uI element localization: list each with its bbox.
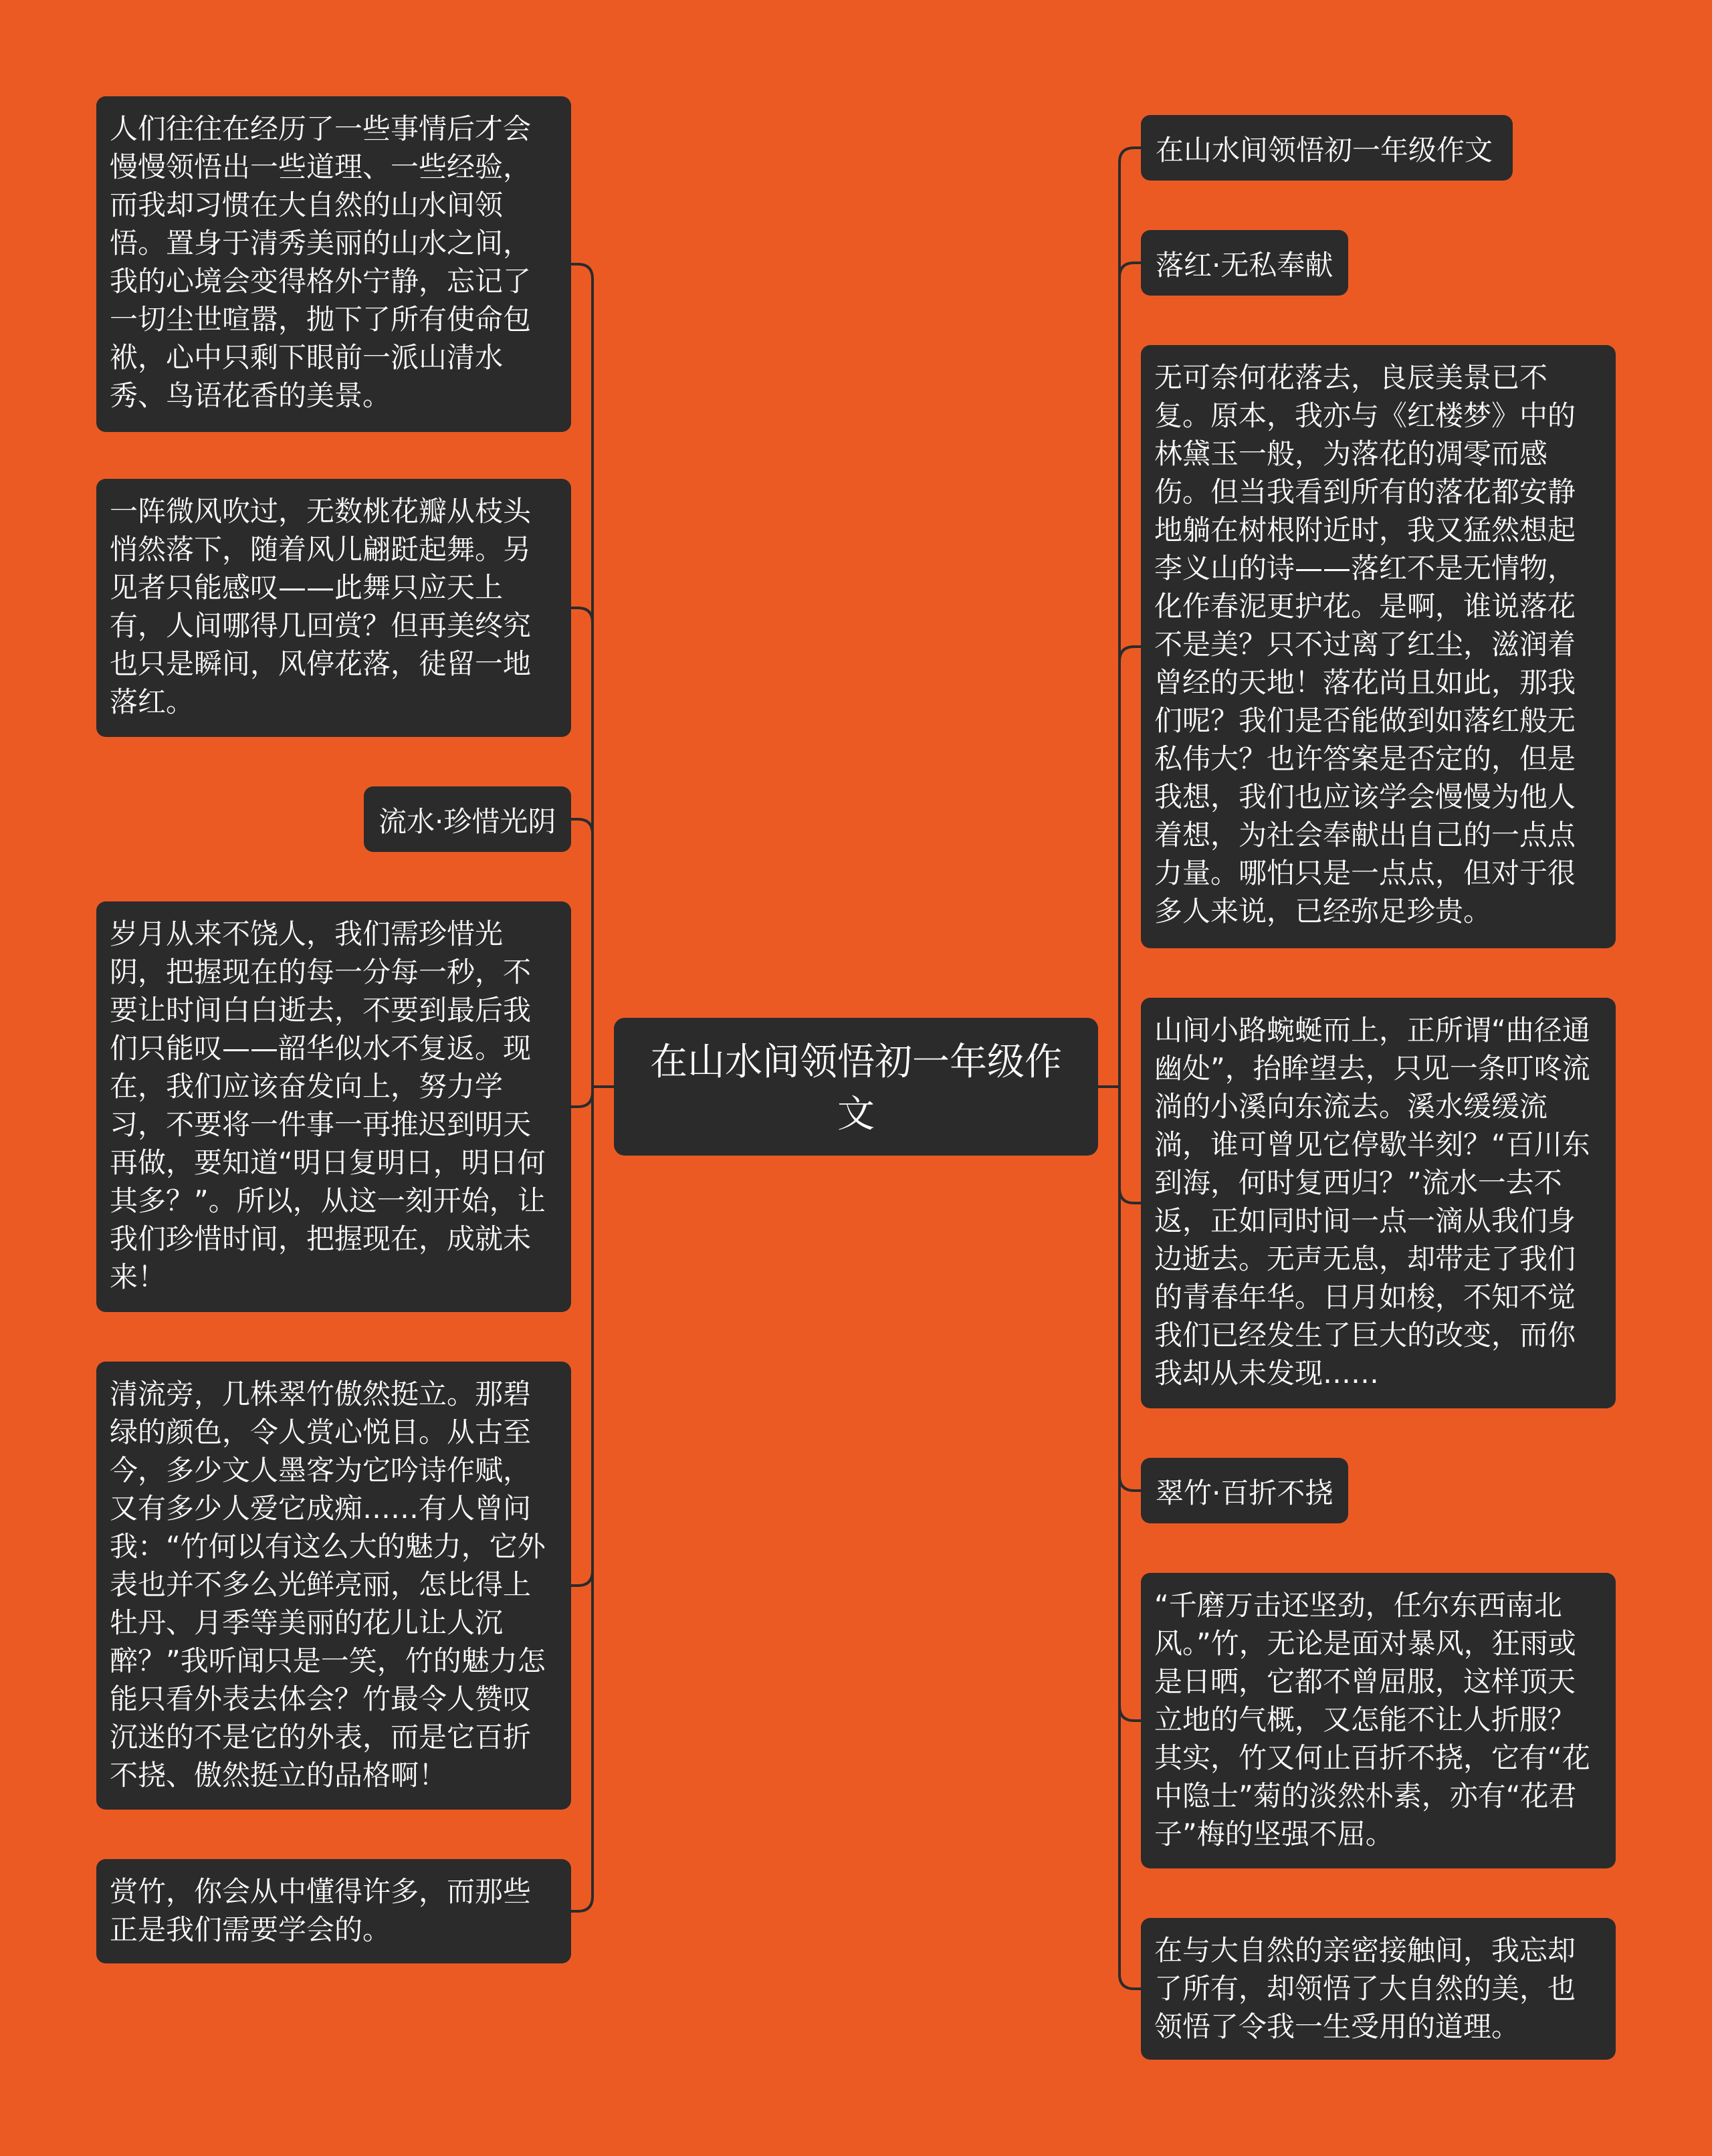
right-node-fallen-petals[interactable]: 无可奈何花落去，良辰美景已不复。原本，我亦与《红楼梦》中的林黛玉一般，为落花的凋零而感伤。但当我看到所有的落花都安静地躺在树根附近时，我又猛然想起李义山的诗——落红不是无情物，化作春泥更护花。是啊，谁说落花不是美？只不过离了红尘，滋润着曾经的天地！落花尚且如此，那我们呢？我们是否能做到如落红般无私伟大？也许答案是否定的，但是我想，我们也应该学会慢慢为他人着想，为社会奉献出自己的一点点力量。哪怕只是一点点，但对于很多人来说，已经弥足珍贵。 (1141, 345, 1616, 948)
left-branch-line (571, 1571, 593, 1586)
left-node-cherish-time[interactable]: 岁月从来不饶人，我们需珍惜光阴，把握现在的每一分每一秒，不要让时间白白逝去，不要到最后我们只能叹——韶华似水不复返。现在，我们应该奋发向上，努力学习，不要将一件事一再推迟到明天再做，要知道“明日复明日，明日何其多？”。所以，从这一刻开始，让我们珍惜时间，把握现在，成就未来！ (96, 901, 571, 1312)
right-branch-line (1119, 647, 1141, 661)
left-node-heading-flowing-water[interactable]: 流水·珍惜光阴 (364, 786, 571, 852)
left-branch-line (571, 264, 593, 279)
right-node-heading-fallen-petals[interactable]: 落红·无私奉献 (1141, 230, 1348, 296)
right-node-conclusion[interactable]: 在与大自然的亲密接触间，我忘却了所有，却领悟了大自然的美，也领悟了令我一生受用的道理。 (1141, 1918, 1616, 2060)
right-branch-line (1119, 1974, 1141, 1989)
right-branch-line (1119, 1476, 1141, 1491)
root-node[interactable]: 在山水间领悟初一年级作文 (614, 1018, 1098, 1156)
left-branch-line (571, 608, 593, 623)
right-node-bamboo-poem[interactable]: “千磨万击还坚劲，任尔东西南北风。”竹，无论是面对暴风，狂雨或是日晒，它都不曾屈服，这样顶天立地的气概，又怎能不让人折服？其实，竹又何止百折不挠，它有“花中隐士”菊的淡然朴素，亦有“花君子”梅的坚强不屈。 (1141, 1573, 1616, 1868)
right-node-mountain-stream[interactable]: 山间小路蜿蜒而上，正所谓“曲径通幽处”，抬眸望去，只见一条叮咚流淌的小溪向东流去。溪水缓缓流淌，谁可曾见它停歇半刻？“百川东到海，何时复西归？”流水一去不返，正如同时间一点一滴从我们身边逝去。无声无息，却带走了我们的青春年华。日月如梭，不知不觉我们已经发生了巨大的改变，而你我却从未发现…… (1141, 998, 1616, 1408)
left-node-peach-blossom[interactable]: 一阵微风吹过，无数桃花瓣从枝头悄然落下，随着风儿翩跹起舞。另见者只能感叹——此舞只应天上有，人间哪得几回赏？但再美终究也只是瞬间，风停花落，徒留一地落红。 (96, 479, 571, 737)
left-branch-line (571, 1897, 593, 1911)
left-node-green-bamboo[interactable]: 清流旁，几株翠竹傲然挺立。那碧绿的颜色，令人赏心悦目。从古至今，多少文人墨客为它吟诗作赋，又有多少人爱它成痴……有人曾问我：“竹何以有这么大的魅力，它外表也并不多么光鲜亮丽，怎比得上牡丹、月季等美丽的花儿让人沉醉？”我听闻只是一笑，竹的魅力怎能只看外表去体会？竹最令人赞叹沉迷的不是它的外表，而是它百折不挠、傲然挺立的品格啊！ (96, 1362, 571, 1810)
right-branch-line (1119, 1188, 1141, 1203)
right-branch-line (1119, 148, 1141, 163)
left-branch-line (571, 1092, 593, 1107)
left-branch-line (571, 819, 593, 834)
left-node-intro[interactable]: 人们往往在经历了一些事情后才会慢慢领悟出一些道理、一些经验，而我却习惯在大自然的山水间领悟。置身于清秀美丽的山水之间，我的心境会变得格外宁静，忘记了一切尘世喧嚣，抛下了所有使命包袱，心中只剩下眼前一派山清水秀、鸟语花香的美景。 (96, 96, 571, 432)
left-node-appreciate-bamboo[interactable]: 赏竹，你会从中懂得许多，而那些正是我们需要学会的。 (96, 1859, 571, 1963)
right-branch-line (1119, 263, 1141, 278)
right-node-heading-bamboo[interactable]: 翠竹·百折不挠 (1141, 1458, 1348, 1523)
right-branch-line (1119, 1706, 1141, 1721)
right-node-title[interactable]: 在山水间领悟初一年级作文 (1141, 115, 1513, 181)
